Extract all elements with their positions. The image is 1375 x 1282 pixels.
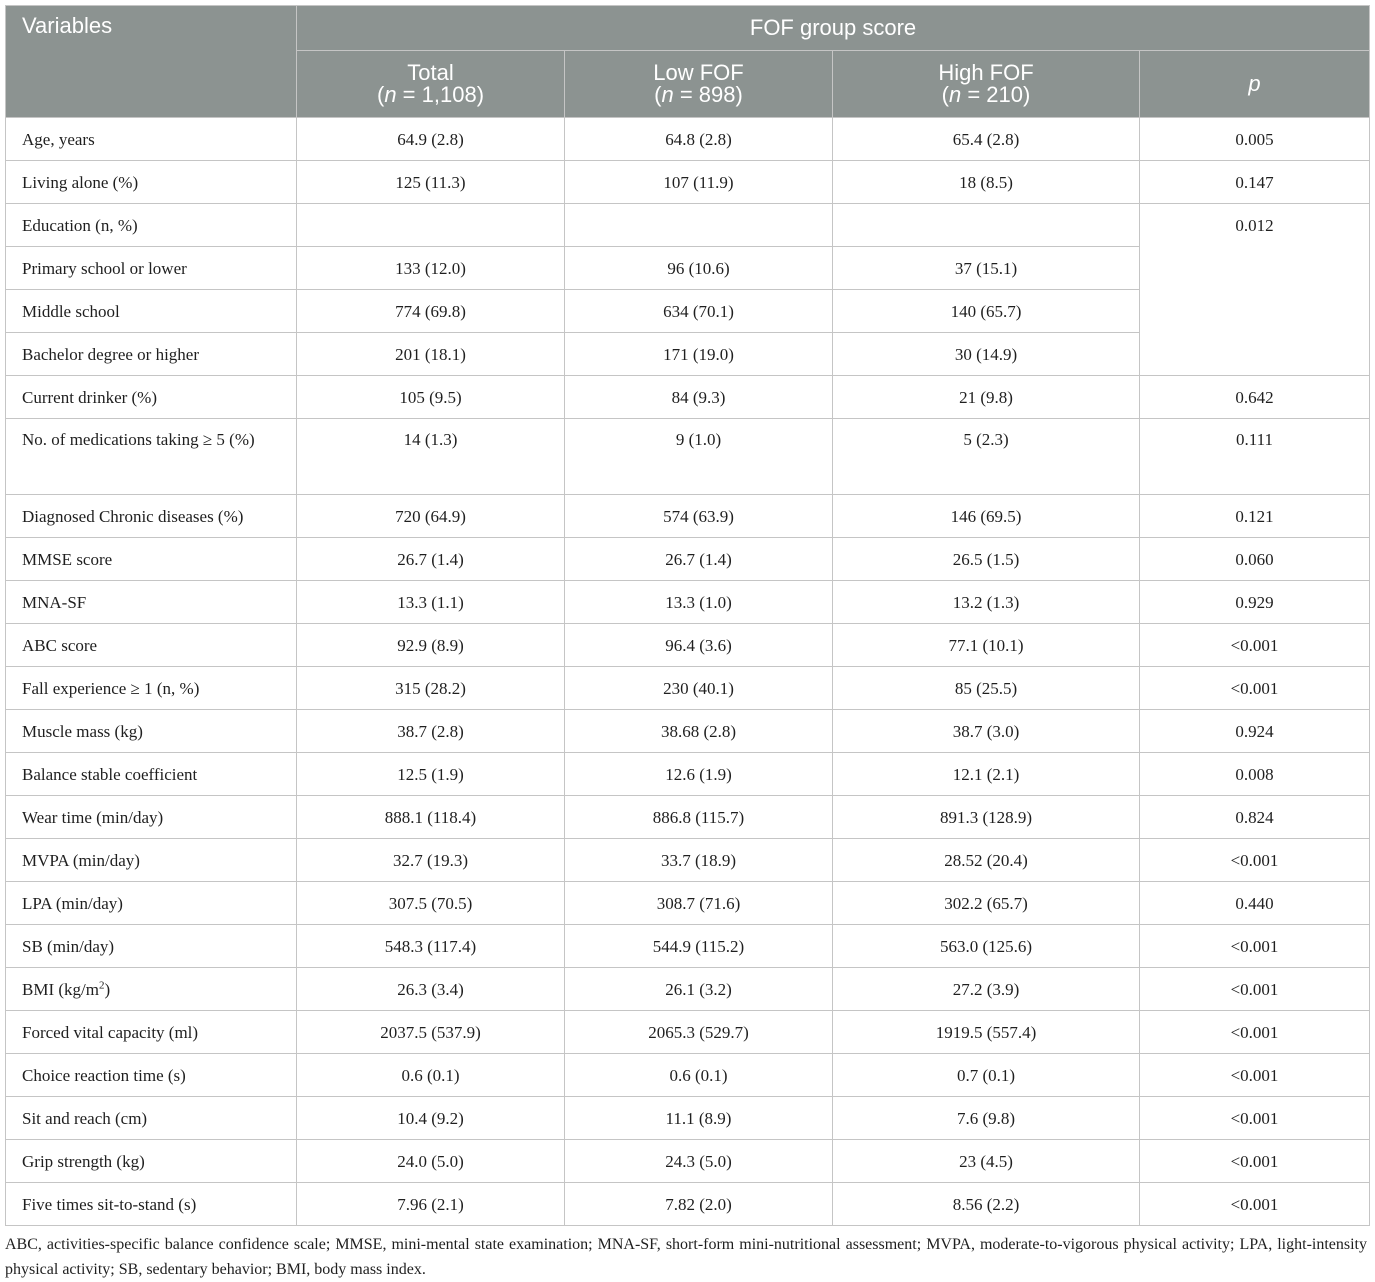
table-row	[6, 710, 1370, 753]
p-value-cell: <0.001	[1140, 1140, 1370, 1183]
low-fof-value-cell: 84 (9.3)	[565, 376, 833, 419]
p-value-cell	[1140, 333, 1370, 376]
table-row	[6, 333, 1370, 376]
high-fof-value-cell: 891.3 (128.9)	[833, 796, 1140, 839]
p-value-cell: 0.147	[1140, 161, 1370, 204]
row-label: No. of medications taking ≥ 5 (%)	[6, 419, 297, 495]
row-label: Fall experience ≥ 1 (n, %)	[6, 667, 297, 710]
row-label: Forced vital capacity (ml)	[6, 1011, 297, 1054]
row-label: Wear time (min/day)	[6, 796, 297, 839]
high-fof-value-cell: 27.2 (3.9)	[833, 968, 1140, 1011]
table-row	[6, 968, 1370, 1011]
high-fof-value-cell: 18 (8.5)	[833, 161, 1140, 204]
total-value-cell	[297, 204, 565, 247]
table-row	[6, 161, 1370, 204]
total-value-cell: 7.96 (2.1)	[297, 1183, 565, 1226]
low-fof-value-cell: 171 (19.0)	[565, 333, 833, 376]
high-fof-value-cell: 85 (25.5)	[833, 667, 1140, 710]
low-fof-column-name: Low FOF	[653, 60, 744, 85]
low-fof-value-cell: 230 (40.1)	[565, 667, 833, 710]
total-value-cell: 888.1 (118.4)	[297, 796, 565, 839]
p-value-cell: <0.001	[1140, 1183, 1370, 1226]
table-row	[6, 290, 1370, 333]
high-fof-value-cell	[833, 204, 1140, 247]
table-row	[6, 1140, 1370, 1183]
p-value-cell	[1140, 290, 1370, 333]
p-value-cell: <0.001	[1140, 925, 1370, 968]
p-value-cell: <0.001	[1140, 839, 1370, 882]
high-fof-value-cell: 5 (2.3)	[833, 419, 1140, 495]
high-fof-value-cell: 37 (15.1)	[833, 247, 1140, 290]
high-fof-value-cell: 7.6 (9.8)	[833, 1097, 1140, 1140]
table-row	[6, 204, 1370, 247]
p-value-cell: 0.060	[1140, 538, 1370, 581]
p-value-cell: <0.001	[1140, 624, 1370, 667]
p-value-cell: 0.929	[1140, 581, 1370, 624]
high-fof-value-cell: 146 (69.5)	[833, 495, 1140, 538]
total-value-cell: 26.3 (3.4)	[297, 968, 565, 1011]
total-value-cell: 92.9 (8.9)	[297, 624, 565, 667]
low-fof-value-cell: 886.8 (115.7)	[565, 796, 833, 839]
total-column-header	[297, 51, 565, 118]
table-row	[6, 1183, 1370, 1226]
table-row	[6, 419, 1370, 495]
table-row	[6, 882, 1370, 925]
table-row	[6, 581, 1370, 624]
total-value-cell: 774 (69.8)	[297, 290, 565, 333]
high-fof-value-cell: 28.52 (20.4)	[833, 839, 1140, 882]
row-label: Muscle mass (kg)	[6, 710, 297, 753]
high-fof-value-cell: 23 (4.5)	[833, 1140, 1140, 1183]
low-fof-value-cell: 574 (63.9)	[565, 495, 833, 538]
total-value-cell: 32.7 (19.3)	[297, 839, 565, 882]
low-fof-value-cell: 107 (11.9)	[565, 161, 833, 204]
row-label: LPA (min/day)	[6, 882, 297, 925]
low-fof-value-cell: 0.6 (0.1)	[565, 1054, 833, 1097]
table-row	[6, 624, 1370, 667]
p-value-cell: <0.001	[1140, 1097, 1370, 1140]
total-value-cell: 26.7 (1.4)	[297, 538, 565, 581]
high-fof-value-cell: 8.56 (2.2)	[833, 1183, 1140, 1226]
low-fof-value-cell: 13.3 (1.0)	[565, 581, 833, 624]
table-row	[6, 925, 1370, 968]
table-row	[6, 376, 1370, 419]
high-fof-column-n: (n = 210)	[941, 82, 1031, 107]
row-label: Bachelor degree or higher	[6, 333, 297, 376]
table-row	[6, 1011, 1370, 1054]
low-fof-value-cell: 9 (1.0)	[565, 419, 833, 495]
low-fof-value-cell: 26.7 (1.4)	[565, 538, 833, 581]
high-fof-value-cell: 302.2 (65.7)	[833, 882, 1140, 925]
row-label: Living alone (%)	[6, 161, 297, 204]
row-label: BMI $(kg/m^2)$	[6, 968, 297, 1011]
variables-header: Variables	[6, 6, 297, 118]
table-row	[6, 667, 1370, 710]
total-value-cell: 720 (64.9)	[297, 495, 565, 538]
high-fof-value-cell: 563.0 (125.6)	[833, 925, 1140, 968]
p-value-cell: <0.001	[1140, 1054, 1370, 1097]
row-label: Diagnosed Chronic diseases (%)	[6, 495, 297, 538]
total-value-cell: 548.3 (117.4)	[297, 925, 565, 968]
table-row	[6, 538, 1370, 581]
low-fof-value-cell: 26.1 (3.2)	[565, 968, 833, 1011]
total-column-n: (n = 1,108)	[376, 82, 485, 107]
group-score-header: FOF group score	[297, 6, 1370, 51]
total-value-cell: 315 (28.2)	[297, 667, 565, 710]
table-row	[6, 796, 1370, 839]
row-label: Balance stable coefficient	[6, 753, 297, 796]
low-fof-column-header	[565, 51, 833, 118]
row-label: Age, years	[6, 118, 297, 161]
total-value-cell: 2037.5 (537.9)	[297, 1011, 565, 1054]
table-body	[6, 118, 1370, 1226]
total-value-cell: 133 (12.0)	[297, 247, 565, 290]
row-label: Five times sit-to-stand (s)	[6, 1183, 297, 1226]
p-value-cell: <0.001	[1140, 1011, 1370, 1054]
p-value-cell: 0.642	[1140, 376, 1370, 419]
row-label: ABC score	[6, 624, 297, 667]
p-value-cell: <0.001	[1140, 667, 1370, 710]
p-value-cell: <0.001	[1140, 968, 1370, 1011]
high-fof-value-cell: 30 (14.9)	[833, 333, 1140, 376]
high-fof-column-name: High FOF	[938, 60, 1034, 85]
total-value-cell: 38.7 (2.8)	[297, 710, 565, 753]
p-value-cell: 0.008	[1140, 753, 1370, 796]
high-fof-value-cell: 26.5 (1.5)	[833, 538, 1140, 581]
table-row	[6, 1097, 1370, 1140]
total-value-cell: 24.0 (5.0)	[297, 1140, 565, 1183]
p-value-column-header: p	[1140, 51, 1370, 118]
total-column-name: Total	[407, 60, 454, 85]
p-value-cell: 0.924	[1140, 710, 1370, 753]
p-value-cell: 0.121	[1140, 495, 1370, 538]
row-label: Education (n, %)	[6, 204, 297, 247]
total-value-cell: 0.6 (0.1)	[297, 1054, 565, 1097]
high-fof-value-cell: 21 (9.8)	[833, 376, 1140, 419]
table-row	[6, 495, 1370, 538]
table-row	[6, 1054, 1370, 1097]
p-value-cell: 0.012	[1140, 204, 1370, 247]
p-value-cell: 0.440	[1140, 882, 1370, 925]
row-label: Sit and reach (cm)	[6, 1097, 297, 1140]
row-label: MMSE score	[6, 538, 297, 581]
row-label: Current drinker (%)	[6, 376, 297, 419]
high-fof-value-cell: 38.7 (3.0)	[833, 710, 1140, 753]
total-value-cell: 307.5 (70.5)	[297, 882, 565, 925]
table-row	[6, 753, 1370, 796]
table-row	[6, 118, 1370, 161]
low-fof-value-cell: 96.4 (3.6)	[565, 624, 833, 667]
row-label: Primary school or lower	[6, 247, 297, 290]
low-fof-value-cell: 2065.3 (529.7)	[565, 1011, 833, 1054]
low-fof-value-cell: 308.7 (71.6)	[565, 882, 833, 925]
low-fof-value-cell: 24.3 (5.0)	[565, 1140, 833, 1183]
low-fof-value-cell: 11.1 (8.9)	[565, 1097, 833, 1140]
table-row	[6, 839, 1370, 882]
row-label: Grip strength (kg)	[6, 1140, 297, 1183]
high-fof-value-cell: 1919.5 (557.4)	[833, 1011, 1140, 1054]
low-fof-value-cell: 33.7 (18.9)	[565, 839, 833, 882]
row-label: MNA-SF	[6, 581, 297, 624]
high-fof-value-cell: 12.1 (2.1)	[833, 753, 1140, 796]
high-fof-value-cell: 77.1 (10.1)	[833, 624, 1140, 667]
high-fof-value-cell: 65.4 (2.8)	[833, 118, 1140, 161]
high-fof-value-cell: 140 (65.7)	[833, 290, 1140, 333]
low-fof-value-cell: 544.9 (115.2)	[565, 925, 833, 968]
low-fof-value-cell: 64.8 (2.8)	[565, 118, 833, 161]
total-value-cell: 14 (1.3)	[297, 419, 565, 495]
total-value-cell: 10.4 (9.2)	[297, 1097, 565, 1140]
high-fof-column-header	[833, 51, 1140, 118]
p-value-cell: 0.824	[1140, 796, 1370, 839]
p-value-cell: 0.111	[1140, 419, 1370, 495]
row-label: MVPA (min/day)	[6, 839, 297, 882]
table-container	[5, 5, 1369, 1282]
total-value-cell: 201 (18.1)	[297, 333, 565, 376]
table-row	[6, 247, 1370, 290]
total-value-cell: 12.5 (1.9)	[297, 753, 565, 796]
low-fof-column-n: (n = 898)	[654, 82, 743, 107]
p-value-cell	[1140, 247, 1370, 290]
table-footnote: ABC, activities-specific balance confidence scale; MMSE, mini-mental state examination; MNA-SF, short-form mini-nutritional assessment; MVPA, moderate-to-vigorous physical activity; LPA, light-intensity physical activity; SB, sedentary behavior; BMI, body mass index.	[5, 1236, 1367, 1278]
total-value-cell: 125 (11.3)	[297, 161, 565, 204]
high-fof-value-cell: 0.7 (0.1)	[833, 1054, 1140, 1097]
low-fof-value-cell: 634 (70.1)	[565, 290, 833, 333]
low-fof-value-cell: 7.82 (2.0)	[565, 1183, 833, 1226]
low-fof-value-cell: 96 (10.6)	[565, 247, 833, 290]
low-fof-value-cell: 38.68 (2.8)	[565, 710, 833, 753]
data-table	[5, 5, 1370, 1226]
low-fof-value-cell: 12.6 (1.9)	[565, 753, 833, 796]
total-value-cell: 105 (9.5)	[297, 376, 565, 419]
row-label: Middle school	[6, 290, 297, 333]
row-label: SB (min/day)	[6, 925, 297, 968]
p-value-cell: 0.005	[1140, 118, 1370, 161]
low-fof-value-cell	[565, 204, 833, 247]
row-label: Choice reaction time (s)	[6, 1054, 297, 1097]
total-value-cell: 13.3 (1.1)	[297, 581, 565, 624]
high-fof-value-cell: 13.2 (1.3)	[833, 581, 1140, 624]
total-value-cell: 64.9 (2.8)	[297, 118, 565, 161]
